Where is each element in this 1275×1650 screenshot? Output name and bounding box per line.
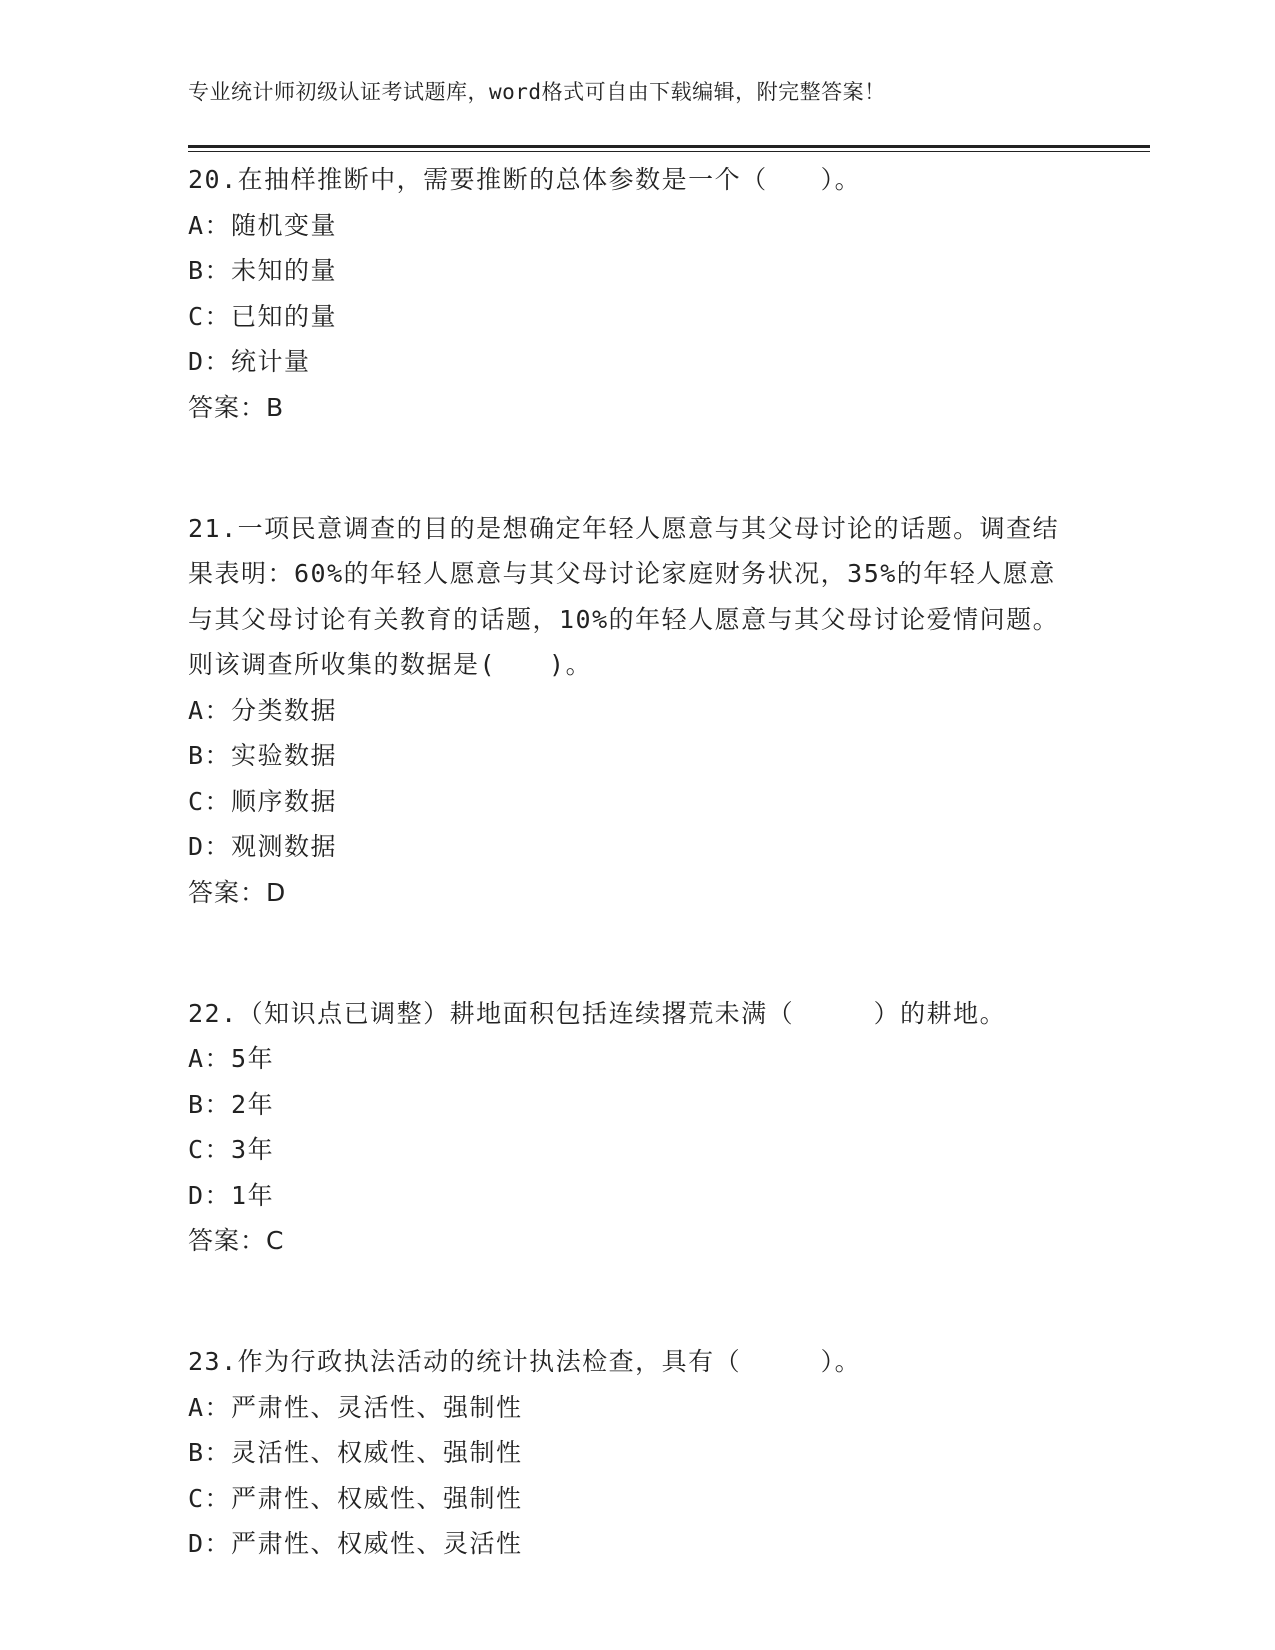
page-header: 专业统计师初级认证考试题库，word格式可自由下载编辑，附完整答案！: [188, 80, 886, 104]
question-stem: 21.一项民意调查的目的是想确定年轻人愿意与其父母讨论的话题。调查结果表明：60%的年轻人愿意与其父母讨论家庭财务状况，35%的年轻人愿意与其父母讨论有关教育的话题，10%的年轻人愿意与其父母讨论爱情问题。则该调查所收集的数据是( )。: [188, 513, 1060, 679]
option-d: D：严肃性、权威性、灵活性: [188, 1529, 523, 1558]
option-b: B：未知的量: [188, 256, 338, 285]
answer: 答案：D: [188, 877, 287, 907]
option-b: B：2年: [188, 1089, 275, 1119]
option-d: D：统计量: [188, 347, 311, 376]
option-d: D：1年: [188, 1180, 275, 1210]
option-d: D：观测数据: [188, 832, 338, 861]
question-20: [188, 157, 1088, 430]
option-c: C：已知的量: [188, 301, 338, 331]
option-b: B：实验数据: [188, 741, 338, 770]
spacer: [188, 915, 1088, 961]
question-21: [188, 506, 1088, 916]
answer: 答案：B: [188, 392, 285, 422]
question-stem: 23.作为行政执法活动的统计执法检查，具有（ ）。: [188, 1347, 862, 1376]
header-rule-thin: [188, 151, 1150, 152]
spacer: [188, 961, 1088, 991]
question-stem: 20.在抽样推断中，需要推断的总体参数是一个（ ）。: [188, 165, 862, 194]
question-stem: 22.（知识点已调整）耕地面积包括连续撂荒未满（ ）的耕地。: [188, 998, 1007, 1028]
header-rule-thick: [188, 145, 1150, 148]
option-c: C：顺序数据: [188, 786, 338, 816]
spacer: [188, 476, 1088, 506]
question-23: [188, 1339, 1088, 1567]
answer: 答案：C: [188, 1226, 285, 1255]
question-22: [188, 991, 1088, 1264]
question-list: [188, 157, 1088, 1567]
spacer: [188, 1309, 1088, 1339]
spacer: [188, 430, 1088, 476]
option-c: C：严肃性、权威性、强制性: [188, 1483, 523, 1513]
option-b: B：灵活性、权威性、强制性: [188, 1438, 523, 1467]
option-a: A：严肃性、灵活性、强制性: [188, 1392, 523, 1422]
option-a: A：5年: [188, 1044, 275, 1073]
option-a: A：分类数据: [188, 695, 338, 725]
option-a: A：随机变量: [188, 210, 338, 240]
option-c: C：3年: [188, 1135, 275, 1164]
spacer: [188, 1264, 1088, 1310]
